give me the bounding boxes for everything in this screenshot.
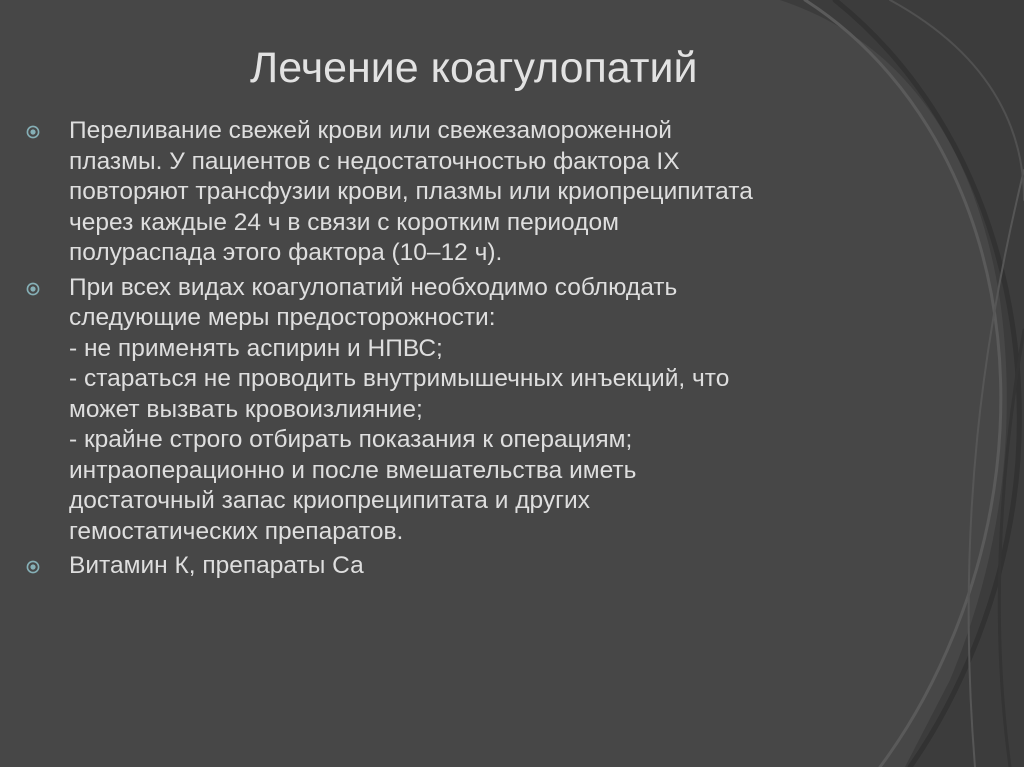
bullet-list (26, 116, 996, 586)
bullet-item (26, 116, 996, 269)
bullet-item (26, 551, 996, 582)
bullet-item (26, 273, 996, 548)
circle-dot-icon (26, 282, 40, 296)
bullet-text: Переливание свежей крови или свежезамороженной плазмы. У пациентов с недостаточностью фактора IX повторяют трансфузии крови, плазмы или криопреципитата через каждые 24 ч в связи с коротким периодом полураспада этого фактора (10–12 ч). (69, 117, 753, 266)
circle-dot-icon (26, 560, 40, 574)
circle-dot-icon (26, 125, 40, 139)
slide-title: Лечение коагулопатий (250, 44, 698, 92)
bullet-text: Витамин К, препараты Са (69, 552, 364, 579)
bullet-text: При всех видах коагулопатий необходимо соблюдать следующие меры предосторожности: - не применять аспирин и НПВС; - стараться не проводить внутримышечных инъекций, что может вызвать кровоизлияние; - крайне строго отбирать показания к операциям; интраоперационно и после вмешательства иметь достаточный запас криопреципитата и других гемостатических препаратов. (69, 273, 730, 545)
